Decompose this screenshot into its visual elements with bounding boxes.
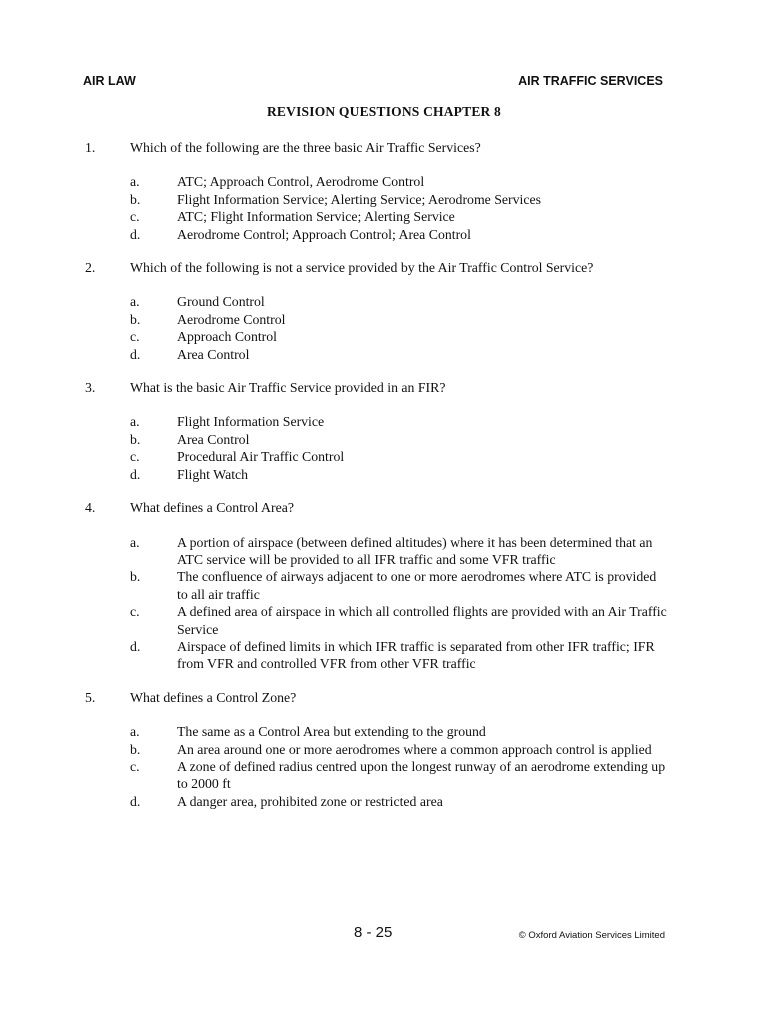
option-item xyxy=(85,311,670,328)
option-letter: d. xyxy=(130,346,141,362)
option-item xyxy=(85,638,670,673)
option-letter: c. xyxy=(130,758,140,774)
question-text: Which of the following is not a service provided by the Air Traffic Control Service? xyxy=(130,260,594,276)
option-letter: a. xyxy=(130,174,140,190)
option-item xyxy=(85,466,670,483)
option-item xyxy=(85,431,670,448)
option-item xyxy=(85,723,670,740)
option-letter: b. xyxy=(130,191,141,207)
option-text: The same as a Control Area but extending to the ground xyxy=(177,724,486,740)
option-letter: c. xyxy=(130,604,140,620)
option-item xyxy=(85,448,670,465)
option-list xyxy=(85,413,670,483)
option-letter: a. xyxy=(130,294,140,310)
question-text: Which of the following are the three basic Air Traffic Services? xyxy=(130,140,481,155)
header-subject: AIR LAW xyxy=(83,74,136,88)
option-letter: c. xyxy=(130,329,140,345)
option-letter: a. xyxy=(130,534,140,550)
option-letter: a. xyxy=(130,724,140,740)
question-number: 5. xyxy=(85,689,96,705)
option-text: Approach Control xyxy=(177,329,278,345)
option-text: ATC; Flight Information Service; Alerting Service xyxy=(177,209,455,225)
option-letter: b. xyxy=(130,741,141,757)
option-text: Area Control xyxy=(177,431,250,447)
page-title: REVISION QUESTIONS CHAPTER 8 xyxy=(266,104,502,119)
option-text: Aerodrome Control; Approach Control; Area Control xyxy=(177,226,471,242)
copyright-notice: © Oxford Aviation Services Limited xyxy=(518,930,665,941)
option-item xyxy=(85,741,670,758)
option-item xyxy=(85,603,670,638)
option-text: A portion of airspace (between defined altitudes) where it has been determined that an ATC service will be provided to all IFR traffic and some VFR traffic xyxy=(177,534,653,567)
option-item xyxy=(85,293,670,310)
option-letter: c. xyxy=(130,209,140,225)
option-letter: a. xyxy=(130,414,140,430)
option-text: The confluence of airways adjacent to one or more aerodromes where ATC is provided to all air traffic xyxy=(177,569,657,602)
option-text: Procedural Air Traffic Control xyxy=(177,449,345,465)
option-list xyxy=(85,534,670,673)
option-item xyxy=(85,413,670,430)
option-letter: b. xyxy=(130,569,141,585)
option-item xyxy=(85,328,670,345)
option-text: Ground Control xyxy=(177,294,265,310)
header-chapter: AIR TRAFFIC SERVICES xyxy=(518,74,663,88)
question-number: 2. xyxy=(85,260,96,276)
option-text: Aerodrome Control xyxy=(177,311,286,327)
option-list xyxy=(85,723,670,810)
question-number: 4. xyxy=(85,500,96,516)
question-text: What defines a Control Zone? xyxy=(130,689,297,705)
option-letter: b. xyxy=(130,311,141,327)
option-item xyxy=(85,534,670,569)
option-text: Flight Information Service xyxy=(177,414,325,430)
option-text: Flight Watch xyxy=(177,466,249,482)
option-list xyxy=(85,293,670,363)
question-3 xyxy=(85,379,670,483)
question-number: 1. xyxy=(85,140,96,155)
option-item xyxy=(85,191,670,208)
option-text: An area around one or more aerodromes where a common approach control is applied xyxy=(177,741,652,757)
option-item xyxy=(85,568,670,603)
option-letter: d. xyxy=(130,638,141,654)
option-text: A zone of defined radius centred upon the longest runway of an aerodrome extending up to 2000 ft xyxy=(177,758,666,792)
option-letter: b. xyxy=(130,431,141,447)
question-2 xyxy=(85,259,670,363)
option-text: ATC; Approach Control, Aerodrome Control xyxy=(177,174,425,190)
option-text: A defined area of airspace in which all controlled flights are provided with an Air Traffic Service xyxy=(177,604,667,637)
option-text: Area Control xyxy=(177,346,250,362)
option-list xyxy=(85,173,670,243)
questions-list xyxy=(85,139,670,826)
question-1 xyxy=(85,139,670,243)
option-item xyxy=(85,793,670,810)
option-item xyxy=(85,226,670,243)
option-text: Flight Information Service; Alerting Service; Aerodrome Services xyxy=(177,191,541,207)
option-text: Airspace of defined limits in which IFR traffic is separated from other IFR traffic; IFR from VFR and controlled VFR from other VFR traffic xyxy=(177,638,655,672)
option-letter: d. xyxy=(130,793,141,809)
question-4 xyxy=(85,499,670,673)
option-item xyxy=(85,173,670,190)
option-item xyxy=(85,346,670,363)
option-letter: d. xyxy=(130,466,141,482)
page-number: 8 - 25 xyxy=(354,924,393,941)
option-text: A danger area, prohibited zone or restricted area xyxy=(177,793,443,809)
question-number: 3. xyxy=(85,380,96,396)
question-5 xyxy=(85,689,670,810)
question-text: What is the basic Air Traffic Service provided in an FIR? xyxy=(130,380,446,396)
option-item xyxy=(85,758,670,793)
option-letter: d. xyxy=(130,226,141,242)
question-text: What defines a Control Area? xyxy=(130,500,294,516)
option-letter: c. xyxy=(130,449,140,465)
option-item xyxy=(85,208,670,225)
